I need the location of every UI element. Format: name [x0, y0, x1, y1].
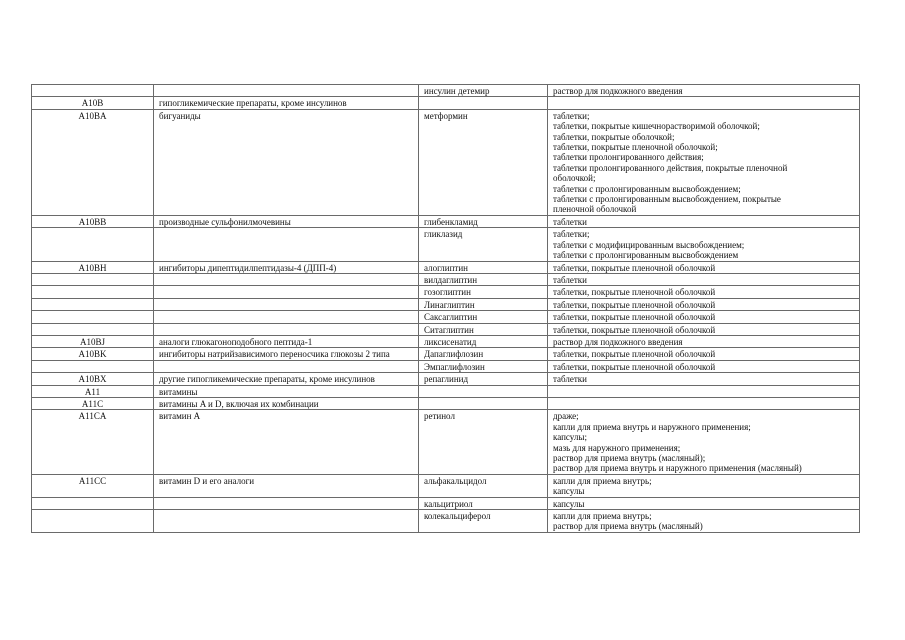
- dosage-form-cell: [548, 385, 860, 397]
- drug-name-cell: вилдаглиптин: [419, 273, 548, 285]
- drug-name-cell: Линаглиптин: [419, 298, 548, 310]
- dosage-form-line: капли для приема внутрь;: [553, 475, 652, 486]
- dosage-form-line: таблетки, покрытые оболочкой;: [553, 131, 675, 142]
- drug-name-cell: гликлазид: [419, 228, 548, 261]
- drug-name-cell: альфакальцидол: [419, 474, 548, 497]
- drug-name-cell: гозоглиптин: [419, 286, 548, 298]
- dosage-form-line: таблетки, покрытые пленочной оболочкой: [553, 349, 716, 360]
- drug-name-cell: Эмпаглифлозин: [419, 360, 548, 372]
- atc-code-cell: A10BX: [32, 373, 154, 385]
- group-cell: [154, 273, 419, 285]
- dosage-form-line: мазь для наружного применения;: [553, 442, 681, 453]
- group-cell: [154, 323, 419, 335]
- dosage-form-line: таблетки: [553, 374, 588, 385]
- atc-code-cell: A11CC: [32, 474, 154, 497]
- atc-code-cell: A11CA: [32, 410, 154, 474]
- table-row: [32, 286, 860, 298]
- table-row: [32, 311, 860, 323]
- group-cell: [154, 497, 419, 509]
- dosage-form-cell: [548, 109, 860, 215]
- drug-name-cell: метформин: [419, 109, 548, 215]
- table-row: [32, 335, 860, 347]
- dosage-form-line: таблетки с модифицированным высвобождением;: [553, 239, 745, 250]
- dosage-form-line: таблетки, покрытые пленочной оболочкой: [553, 361, 716, 372]
- group-cell: [154, 85, 419, 97]
- group-cell: [154, 228, 419, 261]
- table-row: [32, 97, 860, 109]
- dosage-form-line: раствор для подкожного введения: [553, 336, 683, 347]
- drug-name-cell: алоглиптин: [419, 261, 548, 273]
- drug-name-cell: Ситаглиптин: [419, 323, 548, 335]
- atc-code-cell: [32, 360, 154, 372]
- dosage-form-cell: [548, 335, 860, 347]
- table-row: [32, 85, 860, 97]
- dosage-form-cell: [548, 298, 860, 310]
- drug-name-cell: колекальциферол: [419, 510, 548, 533]
- group-cell: [154, 510, 419, 533]
- group-cell: ингибиторы дипептидилпептидазы-4 (ДПП-4): [154, 261, 419, 273]
- drug-name-cell: [419, 397, 548, 409]
- atc-code-cell: A11C: [32, 397, 154, 409]
- table-row: [32, 360, 860, 372]
- table-row: [32, 474, 860, 497]
- dosage-form-cell: [548, 85, 860, 97]
- table-row: [32, 261, 860, 273]
- atc-code-cell: A11: [32, 385, 154, 397]
- dosage-form-cell: [548, 286, 860, 298]
- group-cell: [154, 311, 419, 323]
- dosage-form-cell: [548, 497, 860, 509]
- dosage-form-line: таблетки, покрытые пленочной оболочкой: [553, 299, 716, 310]
- dosage-form-line: таблетки: [553, 216, 588, 227]
- dosage-form-line: таблетки;: [553, 110, 590, 121]
- atc-code-cell: A10BH: [32, 261, 154, 273]
- dosage-form-line: таблетки пролонгированного действия;: [553, 152, 704, 163]
- group-cell: витамин A: [154, 410, 419, 474]
- dosage-form-line: таблетки, покрытые кишечнорастворимой оболочкой;: [553, 121, 760, 132]
- group-cell: ингибиторы натрийзависимого переносчика глюкозы 2 типа: [154, 348, 419, 360]
- drug-table: [31, 84, 860, 533]
- drug-name-cell: [419, 385, 548, 397]
- dosage-form-line: таблетки, покрытые пленочной оболочкой: [553, 312, 716, 323]
- atc-code-cell: [32, 286, 154, 298]
- table-row: [32, 273, 860, 285]
- table-row: [32, 510, 860, 533]
- drug-name-cell: ликсисенатид: [419, 335, 548, 347]
- table-row: [32, 497, 860, 509]
- dosage-form-line: таблетки;: [553, 229, 590, 240]
- atc-code-cell: [32, 85, 154, 97]
- dosage-form-line: капсулы: [553, 498, 585, 509]
- table-row: [32, 410, 860, 474]
- dosage-form-cell: [548, 410, 860, 474]
- group-cell: гипогликемические препараты, кроме инсулинов: [154, 97, 419, 109]
- dosage-form-line: капли для приема внутрь и наружного применения;: [553, 421, 751, 432]
- atc-code-cell: A10BA: [32, 109, 154, 215]
- drug-name-cell: кальцитриол: [419, 497, 548, 509]
- atc-code-cell: [32, 228, 154, 261]
- table-row: [32, 373, 860, 385]
- dosage-form-line: капсулы: [553, 486, 585, 497]
- group-cell: [154, 286, 419, 298]
- group-cell: аналоги глюкагоноподобного пептида-1: [154, 335, 419, 347]
- atc-code-cell: A10BK: [32, 348, 154, 360]
- dosage-form-line: раствор для приема внутрь (масляный): [553, 521, 703, 532]
- table-row: [32, 385, 860, 397]
- dosage-form-line: капсулы;: [553, 432, 587, 443]
- table-row: [32, 348, 860, 360]
- dosage-form-line: раствор для приема внутрь и наружного применения (масляный): [553, 463, 802, 474]
- group-cell: производные сульфонилмочевины: [154, 215, 419, 227]
- dosage-form-cell: [548, 348, 860, 360]
- dosage-form-line: таблетки с пролонгированным высвобождением: [553, 250, 739, 261]
- drug-name-cell: инсулин детемир: [419, 85, 548, 97]
- dosage-form-line: таблетки, покрытые пленочной оболочкой: [553, 262, 716, 273]
- dosage-form-cell: [548, 323, 860, 335]
- dosage-form-line: драже;: [553, 411, 579, 422]
- drug-name-cell: глибенкламид: [419, 215, 548, 227]
- table-row: [32, 397, 860, 409]
- dosage-form-cell: [548, 311, 860, 323]
- atc-code-cell: [32, 497, 154, 509]
- dosage-form-cell: [548, 397, 860, 409]
- atc-code-cell: [32, 298, 154, 310]
- dosage-form-cell: [548, 510, 860, 533]
- group-cell: другие гипогликемические препараты, кроме инсулинов: [154, 373, 419, 385]
- dosage-form-line: таблетки: [553, 274, 588, 285]
- table-row: [32, 215, 860, 227]
- drug-name-cell: Дапаглифлозин: [419, 348, 548, 360]
- group-cell: [154, 298, 419, 310]
- drug-name-cell: ретинол: [419, 410, 548, 474]
- dosage-form-cell: [548, 373, 860, 385]
- dosage-form-line: оболочкой;: [553, 173, 596, 184]
- atc-code-cell: A10BB: [32, 215, 154, 227]
- table-row: [32, 323, 860, 335]
- table-row: [32, 228, 860, 261]
- dosage-form-cell: [548, 215, 860, 227]
- dosage-form-cell: [548, 360, 860, 372]
- dosage-form-line: раствор для приема внутрь (масляный);: [553, 453, 706, 463]
- group-cell: витамины: [154, 385, 419, 397]
- dosage-form-cell: [548, 273, 860, 285]
- atc-code-cell: [32, 311, 154, 323]
- dosage-form-line: таблетки пролонгированного действия, покрытые пленочной: [553, 162, 788, 173]
- dosage-form-line: таблетки, покрытые пленочной оболочкой: [553, 287, 716, 298]
- drug-name-cell: [419, 97, 548, 109]
- dosage-form-line: таблетки с пролонгированным высвобождением, покрытые: [553, 194, 781, 205]
- table-row: [32, 298, 860, 310]
- drug-name-cell: Саксаглиптин: [419, 311, 548, 323]
- dosage-form-line: таблетки, покрытые пленочной оболочкой: [553, 324, 716, 335]
- dosage-form-cell: [548, 228, 860, 261]
- group-cell: [154, 360, 419, 372]
- atc-code-cell: [32, 323, 154, 335]
- group-cell: бигуаниды: [154, 109, 419, 215]
- drug-name-cell: репаглинид: [419, 373, 548, 385]
- group-cell: витамины A и D, включая их комбинации: [154, 397, 419, 409]
- dosage-form-line: таблетки с пролонгированным высвобождением;: [553, 183, 741, 194]
- table-row: [32, 109, 860, 215]
- dosage-form-line: капли для приема внутрь;: [553, 511, 652, 522]
- dosage-form-line: пленочной оболочкой: [553, 204, 637, 215]
- dosage-form-cell: [548, 97, 860, 109]
- group-cell: витамин D и его аналоги: [154, 474, 419, 497]
- dosage-form-line: раствор для подкожного введения: [553, 86, 683, 96]
- dosage-form-cell: [548, 474, 860, 497]
- atc-code-cell: A10B: [32, 97, 154, 109]
- dosage-form-line: таблетки, покрытые пленочной оболочкой;: [553, 142, 718, 153]
- atc-code-cell: [32, 273, 154, 285]
- dosage-form-cell: [548, 261, 860, 273]
- atc-code-cell: A10BJ: [32, 335, 154, 347]
- atc-code-cell: [32, 510, 154, 533]
